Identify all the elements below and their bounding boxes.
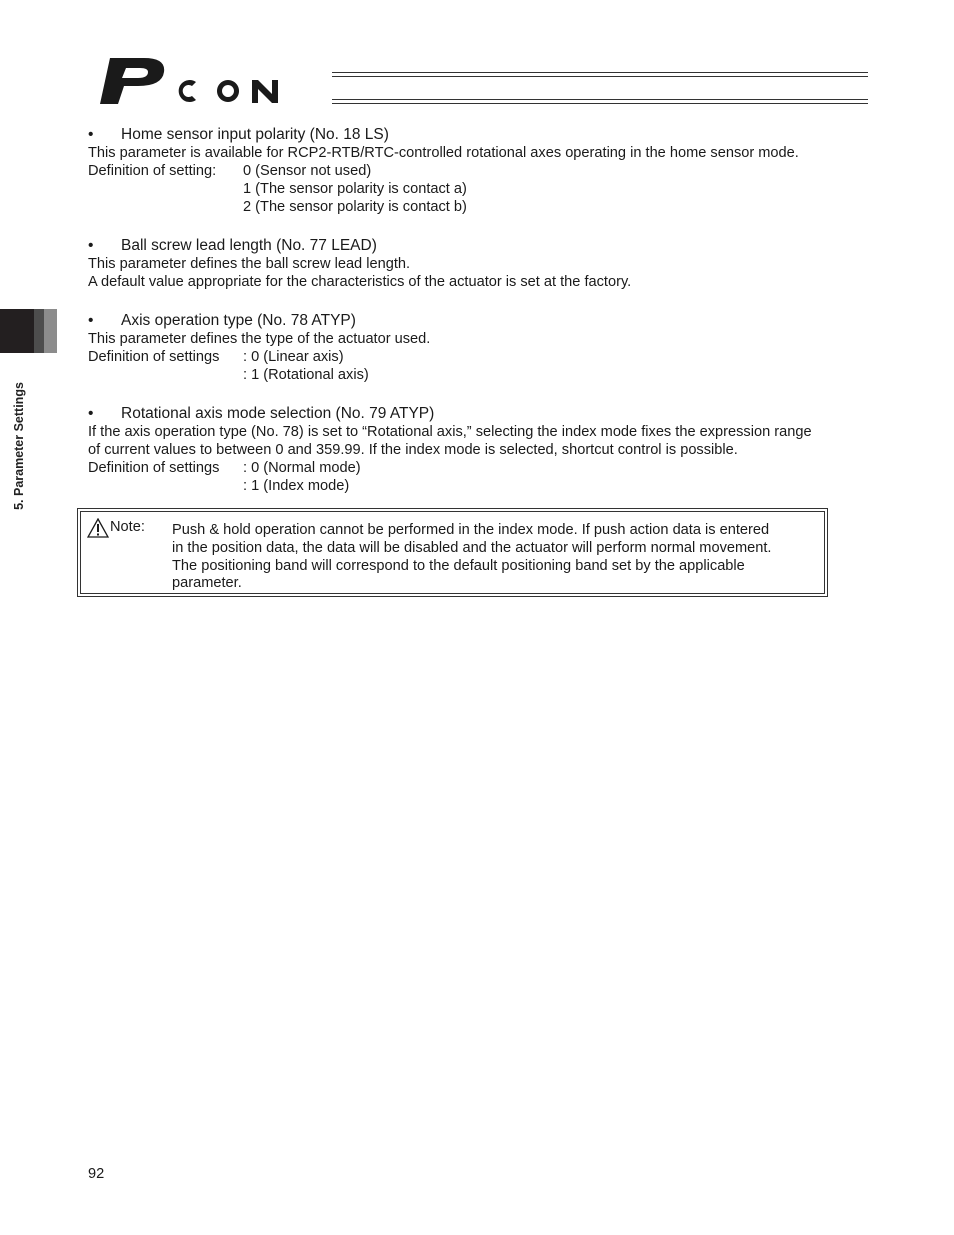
section-ball-screw-lead	[88, 236, 878, 291]
definition-label: Definition of setting:	[88, 163, 217, 179]
section-axis-operation-type	[88, 311, 878, 384]
section-heading-text: Axis operation type (No. 78 ATYP)	[121, 312, 356, 329]
section-heading	[88, 311, 878, 330]
definition-label: Definition of settings	[88, 349, 220, 365]
chapter-tab-light	[44, 309, 57, 353]
bullet-icon: •	[88, 312, 94, 329]
section-heading-text: Ball screw lead length (No. 77 LEAD)	[121, 237, 377, 254]
note-label: Note:	[110, 519, 145, 535]
section-rotational-axis-mode	[88, 404, 878, 495]
definition-label: Definition of settings	[88, 460, 220, 476]
chapter-tab-mid	[34, 309, 44, 353]
section-heading-text: Rotational axis mode selection (No. 79 ATYP)	[121, 405, 435, 422]
note-line: parameter.	[172, 575, 242, 592]
definition-value: : 1 (Rotational axis)	[243, 367, 369, 383]
header-rule-2	[332, 76, 868, 77]
chapter-tab-dark	[0, 309, 34, 353]
section-text: This parameter is available for RCP2-RTB/RTC-controlled rotational axes operating in the home sensor mode.	[88, 145, 799, 161]
note-body	[172, 512, 824, 593]
definition-values	[243, 162, 467, 216]
bullet-icon: •	[88, 126, 94, 143]
definition-values	[243, 459, 361, 495]
definition-value: 1 (The sensor polarity is contact a)	[243, 181, 467, 197]
definition-value: : 0 (Normal mode)	[243, 460, 361, 476]
note-box	[80, 511, 825, 594]
definition-row	[88, 459, 878, 495]
definition-values	[243, 348, 369, 384]
definition-row	[88, 348, 878, 384]
section-heading-text: Home sensor input polarity (No. 18 LS)	[121, 126, 389, 143]
definition-value: : 1 (Index mode)	[243, 478, 350, 494]
main-content	[88, 125, 878, 515]
section-heading	[88, 404, 878, 423]
pcon-logo-graphic	[96, 56, 336, 108]
section-text: of current values to between 0 and 359.99. If the index mode is selected, shortcut control is possible.	[88, 442, 738, 458]
section-text: This parameter defines the ball screw lead length.	[88, 256, 411, 272]
definition-value: 2 (The sensor polarity is contact b)	[243, 199, 467, 215]
note-lead	[81, 512, 172, 593]
chapter-label: 5. Parameter Settings	[12, 382, 26, 510]
bullet-icon: •	[88, 405, 94, 422]
section-text: A default value appropriate for the characteristics of the actuator is set at the factory.	[88, 274, 632, 290]
section-heading	[88, 125, 878, 144]
section-text: This parameter defines the type of the actuator used.	[88, 331, 431, 347]
pcon-logo	[96, 56, 336, 108]
bullet-icon: •	[88, 237, 94, 254]
note-line: Push & hold operation cannot be performed in the index mode. If push action data is entered	[172, 522, 770, 538]
header-rule-3	[332, 99, 868, 100]
header-rule-4	[332, 103, 868, 104]
page-number: 92	[88, 1166, 105, 1182]
definition-row	[88, 162, 878, 216]
note-line: The positioning band will correspond to the default positioning band set by the applicable	[172, 557, 745, 574]
header-rule-1	[332, 72, 868, 73]
logo-text: PCON	[96, 56, 99, 57]
note-line: in the position data, the data will be disabled and the actuator will perform normal movement.	[172, 539, 772, 556]
section-home-sensor-polarity	[88, 125, 878, 216]
definition-value: : 0 (Linear axis)	[243, 349, 344, 365]
warning-icon	[87, 518, 109, 538]
definition-value: 0 (Sensor not used)	[243, 163, 372, 179]
section-text: If the axis operation type (No. 78) is set to “Rotational axis,” selecting the index mode fixes the expression range	[88, 424, 812, 440]
section-heading	[88, 236, 878, 255]
